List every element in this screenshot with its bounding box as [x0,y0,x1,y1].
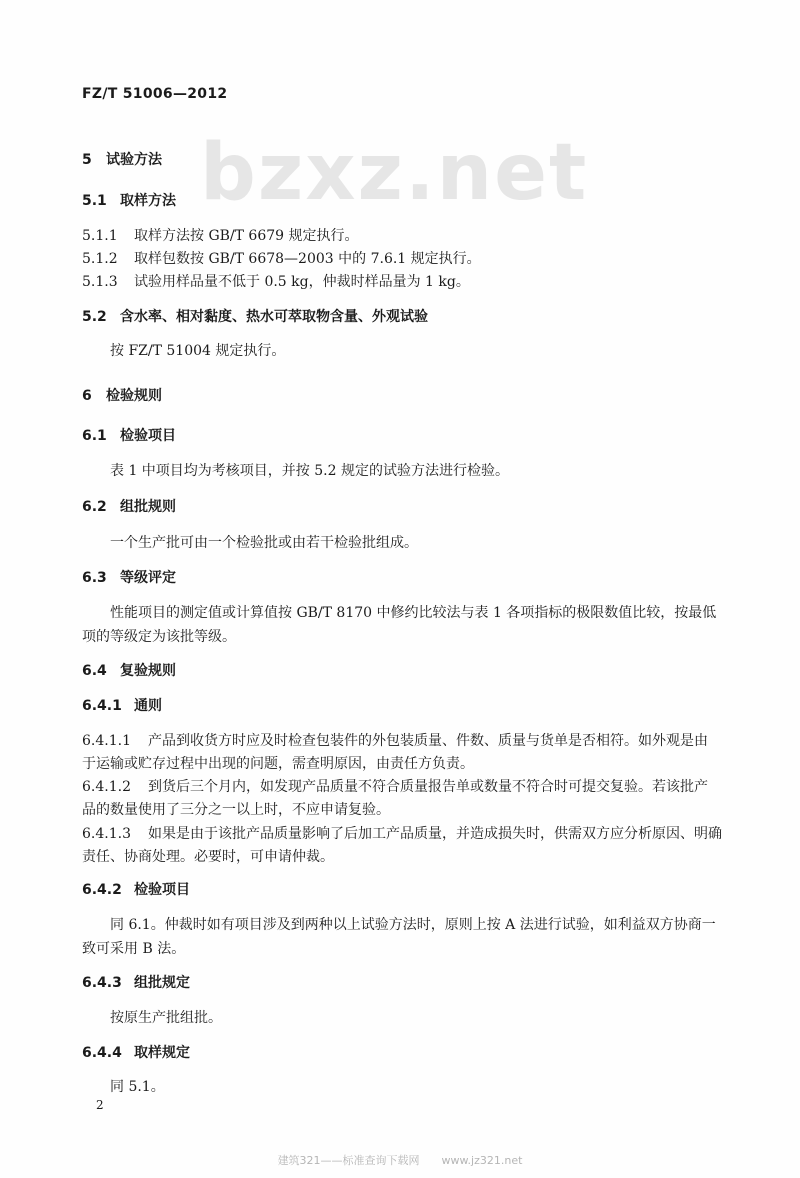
subsection-heading: 5.2 含水率、相对黏度、热水可萃取物含量、外观试验 [82,309,428,325]
clause-continued: 于运输或贮存过程中出现的问题，需查明原因，由责任方负责。 [82,756,474,772]
paragraph-continued: 项的等级定为该批等级。 [82,629,236,645]
paragraph: 性能项目的测定值或计算值按 GB/T 8170 中修约比较法与表 1 各项指标的极限数值比较，按最低 [110,605,717,621]
clause-continued: 品的数量使用了三分之一以上时，不应申请复验。 [82,802,390,818]
subsection-heading: 6.3 等级评定 [82,570,176,586]
paragraph: 同 5.1。 [110,1079,165,1095]
clause: 5.1.3 试验用样品量不低于 0.5 kg，仲裁时样品量为 1 kg。 [82,274,470,290]
paragraph: 同 6.1。仲裁时如有项目涉及到两种以上试验方法时，原则上按 A 法进行试验，如利益双方协商一 [110,917,716,933]
clause: 6.4.1.2 到货后三个月内，如发现产品质量不符合质量报告单或数量不符合时可提交复验。若该批产 [82,779,708,795]
section-heading: 6 检验规则 [82,388,162,404]
clause-continued: 责任、协商处理。必要时，可申请仲裁。 [82,849,334,865]
section-heading: 5 试验方法 [82,152,162,168]
watermark: bzxz.net [200,128,589,218]
paragraph: 按原生产批组批。 [110,1010,222,1026]
page-number: 2 [96,1098,104,1112]
subsection-heading: 6.1 检验项目 [82,428,176,444]
subsection-heading: 6.2 组批规则 [82,499,176,515]
subsection-heading: 5.1 取样方法 [82,193,176,209]
clause-heading: 6.4.4 取样规定 [82,1045,190,1061]
clause: 6.4.1.1 产品到收货方时应及时检查包装件的外包装质量、件数、质量与货单是否相符。如外观是由 [82,733,708,749]
clause-heading: 6.4.1 通则 [82,698,162,714]
subsection-heading: 6.4 复验规则 [82,663,176,679]
clause: 6.4.1.3 如果是由于该批产品质量影响了后加工产品质量，并造成损失时，供需双方应分析原因、明确 [82,826,722,842]
clause: 5.1.2 取样包数按 GB/T 6678—2003 中的 7.6.1 规定执行。 [82,251,481,267]
footer-site-link[interactable]: 建筑321——标准查询下载网 www.jz321.net [277,1154,523,1167]
clause-heading: 6.4.2 检验项目 [82,882,190,898]
paragraph-continued: 致可采用 B 法。 [82,941,186,957]
clause: 5.1.1 取样方法按 GB/T 6679 规定执行。 [82,228,359,244]
standard-number: FZ/T 51006—2012 [82,86,228,102]
paragraph: 一个生产批可由一个检验批或由若干检验批组成。 [110,535,418,551]
clause-heading: 6.4.3 组批规定 [82,975,190,991]
paragraph: 表 1 中项目均为考核项目，并按 5.2 规定的试验方法进行检验。 [110,463,509,479]
paragraph: 按 FZ/T 51004 规定执行。 [110,343,286,359]
